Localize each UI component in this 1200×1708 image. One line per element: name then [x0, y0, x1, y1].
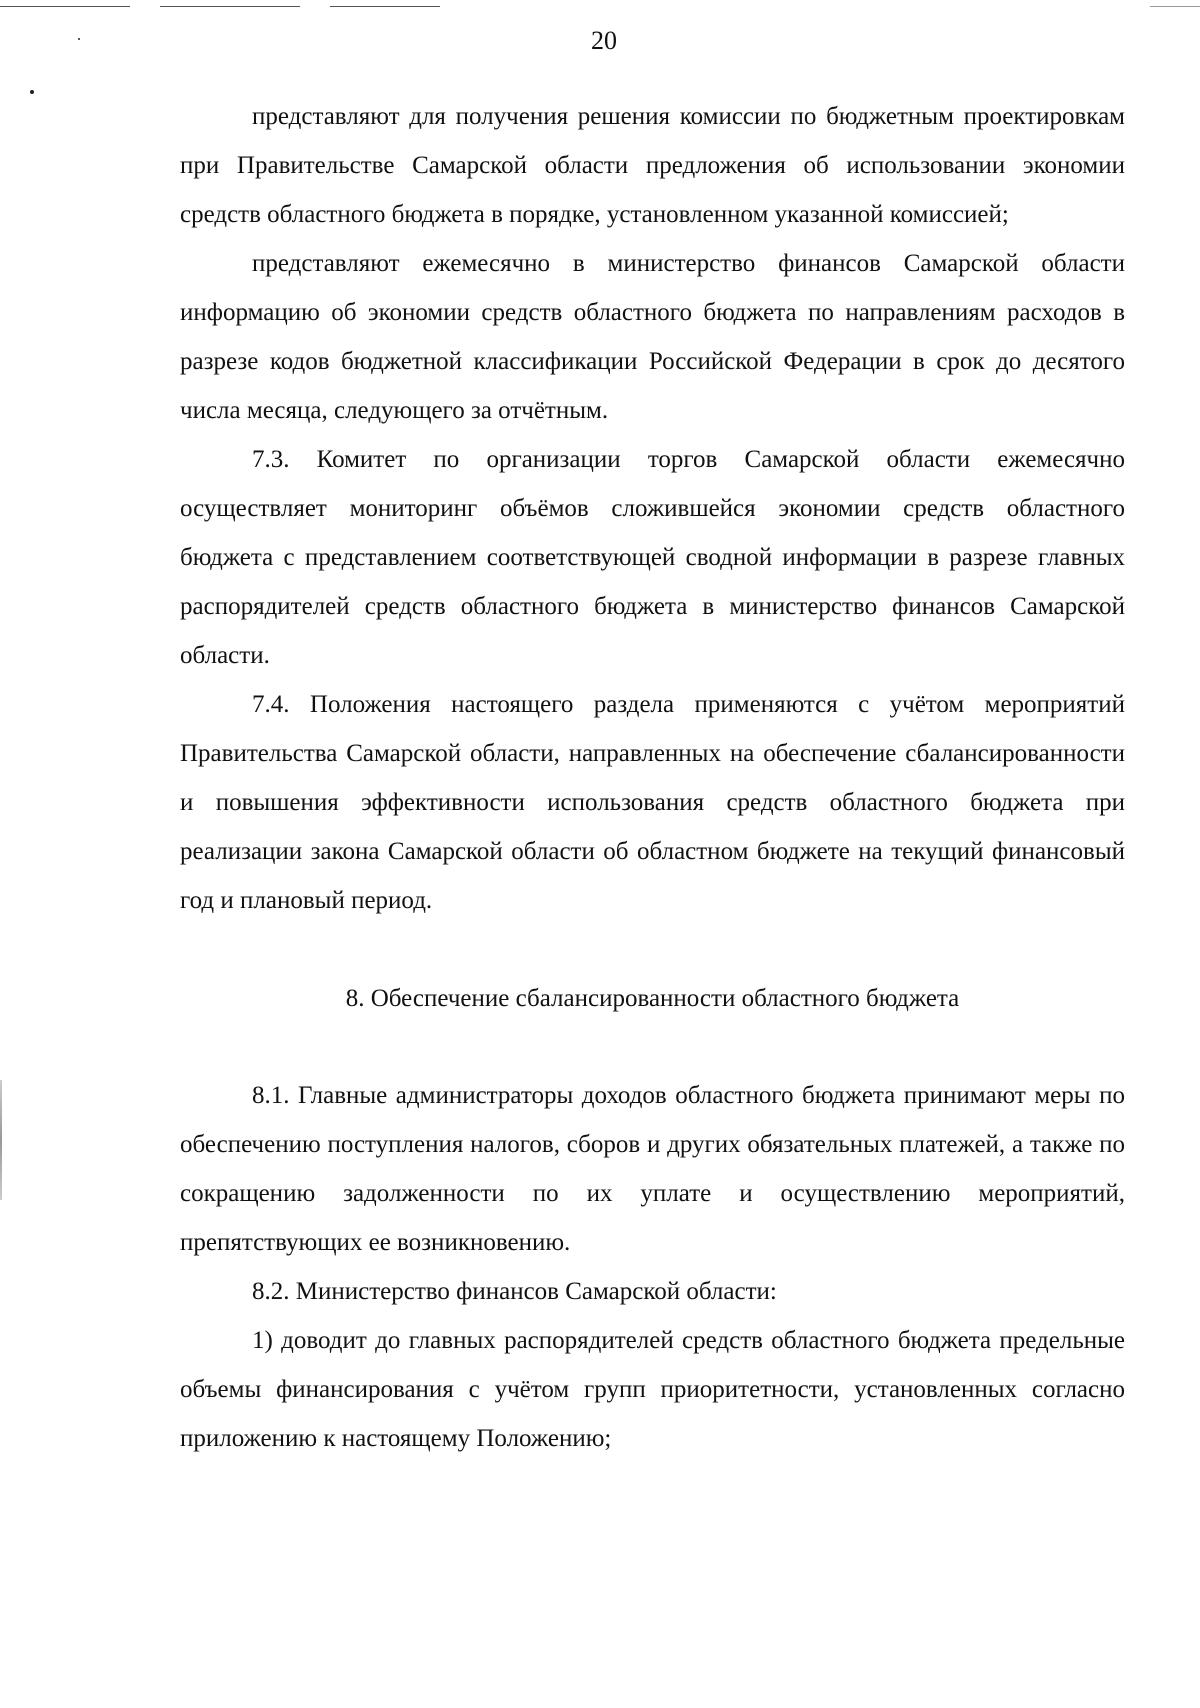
paragraph: 7.3. Комитет по организации торгов Самарской области ежемесячно осуществляет мониторинг объёмов сложившейся экономии средств областного бюджета с представлением соответствующей сводной информации в разрезе главных распорядителей средств областного бюджета в министерство финансов Самарской области. [180, 446, 1125, 669]
paragraph: представляют для получения решения комиссии по бюджетным проектировкам при Правительстве Самарской области предложения об использовании экономии средств областного бюджета в порядке, установленном указанной комиссией; [180, 103, 1125, 228]
section-heading: 8. Обеспечение сбалансированности областного бюджета [345, 985, 960, 1012]
scan-artifact-line [1150, 6, 1200, 7]
document-body [180, 92, 1125, 1463]
paragraph: 8.1. Главные администраторы доходов областного бюджета принимают меры по обеспечению поступления налогов, сборов и других обязательных платежей, а также по сокращению задолженности по их уплате и осуществлению мероприятий, препятствующих ее возникновению. [180, 1082, 1125, 1256]
paragraph: 8.2. Министерство финансов Самарской области: [252, 1278, 777, 1305]
scan-artifact-line [0, 6, 130, 7]
page-number: 20 [591, 26, 617, 55]
scan-artifact-line [330, 6, 440, 7]
scan-artifact-edge [0, 1080, 2, 1200]
scan-artifact-line [160, 6, 300, 7]
paragraph: 7.4. Положения настоящего раздела применяются с учётом мероприятий Правительства Самарской области, направленных на обеспечение сбалансированности и повышения эффективности использования средств областного бюджета при реализации закона Самарской области об областном бюджете на текущий финансовый год и плановый период. [180, 691, 1125, 914]
paragraph: представляют ежемесячно в министерство финансов Самарской области информацию об экономии средств областного бюджета по направлениям расходов в разрезе кодов бюджетной классификации Российской Федерации в срок до десятого числа месяца, следующего за отчётным. [180, 250, 1125, 424]
paragraph: 1) доводит до главных распорядителей средств областного бюджета предельные объемы финансирования с учётом групп приоритетности, установленных согласно приложению к настоящему Положению; [180, 1327, 1125, 1452]
scan-artifact-dot [30, 90, 34, 94]
